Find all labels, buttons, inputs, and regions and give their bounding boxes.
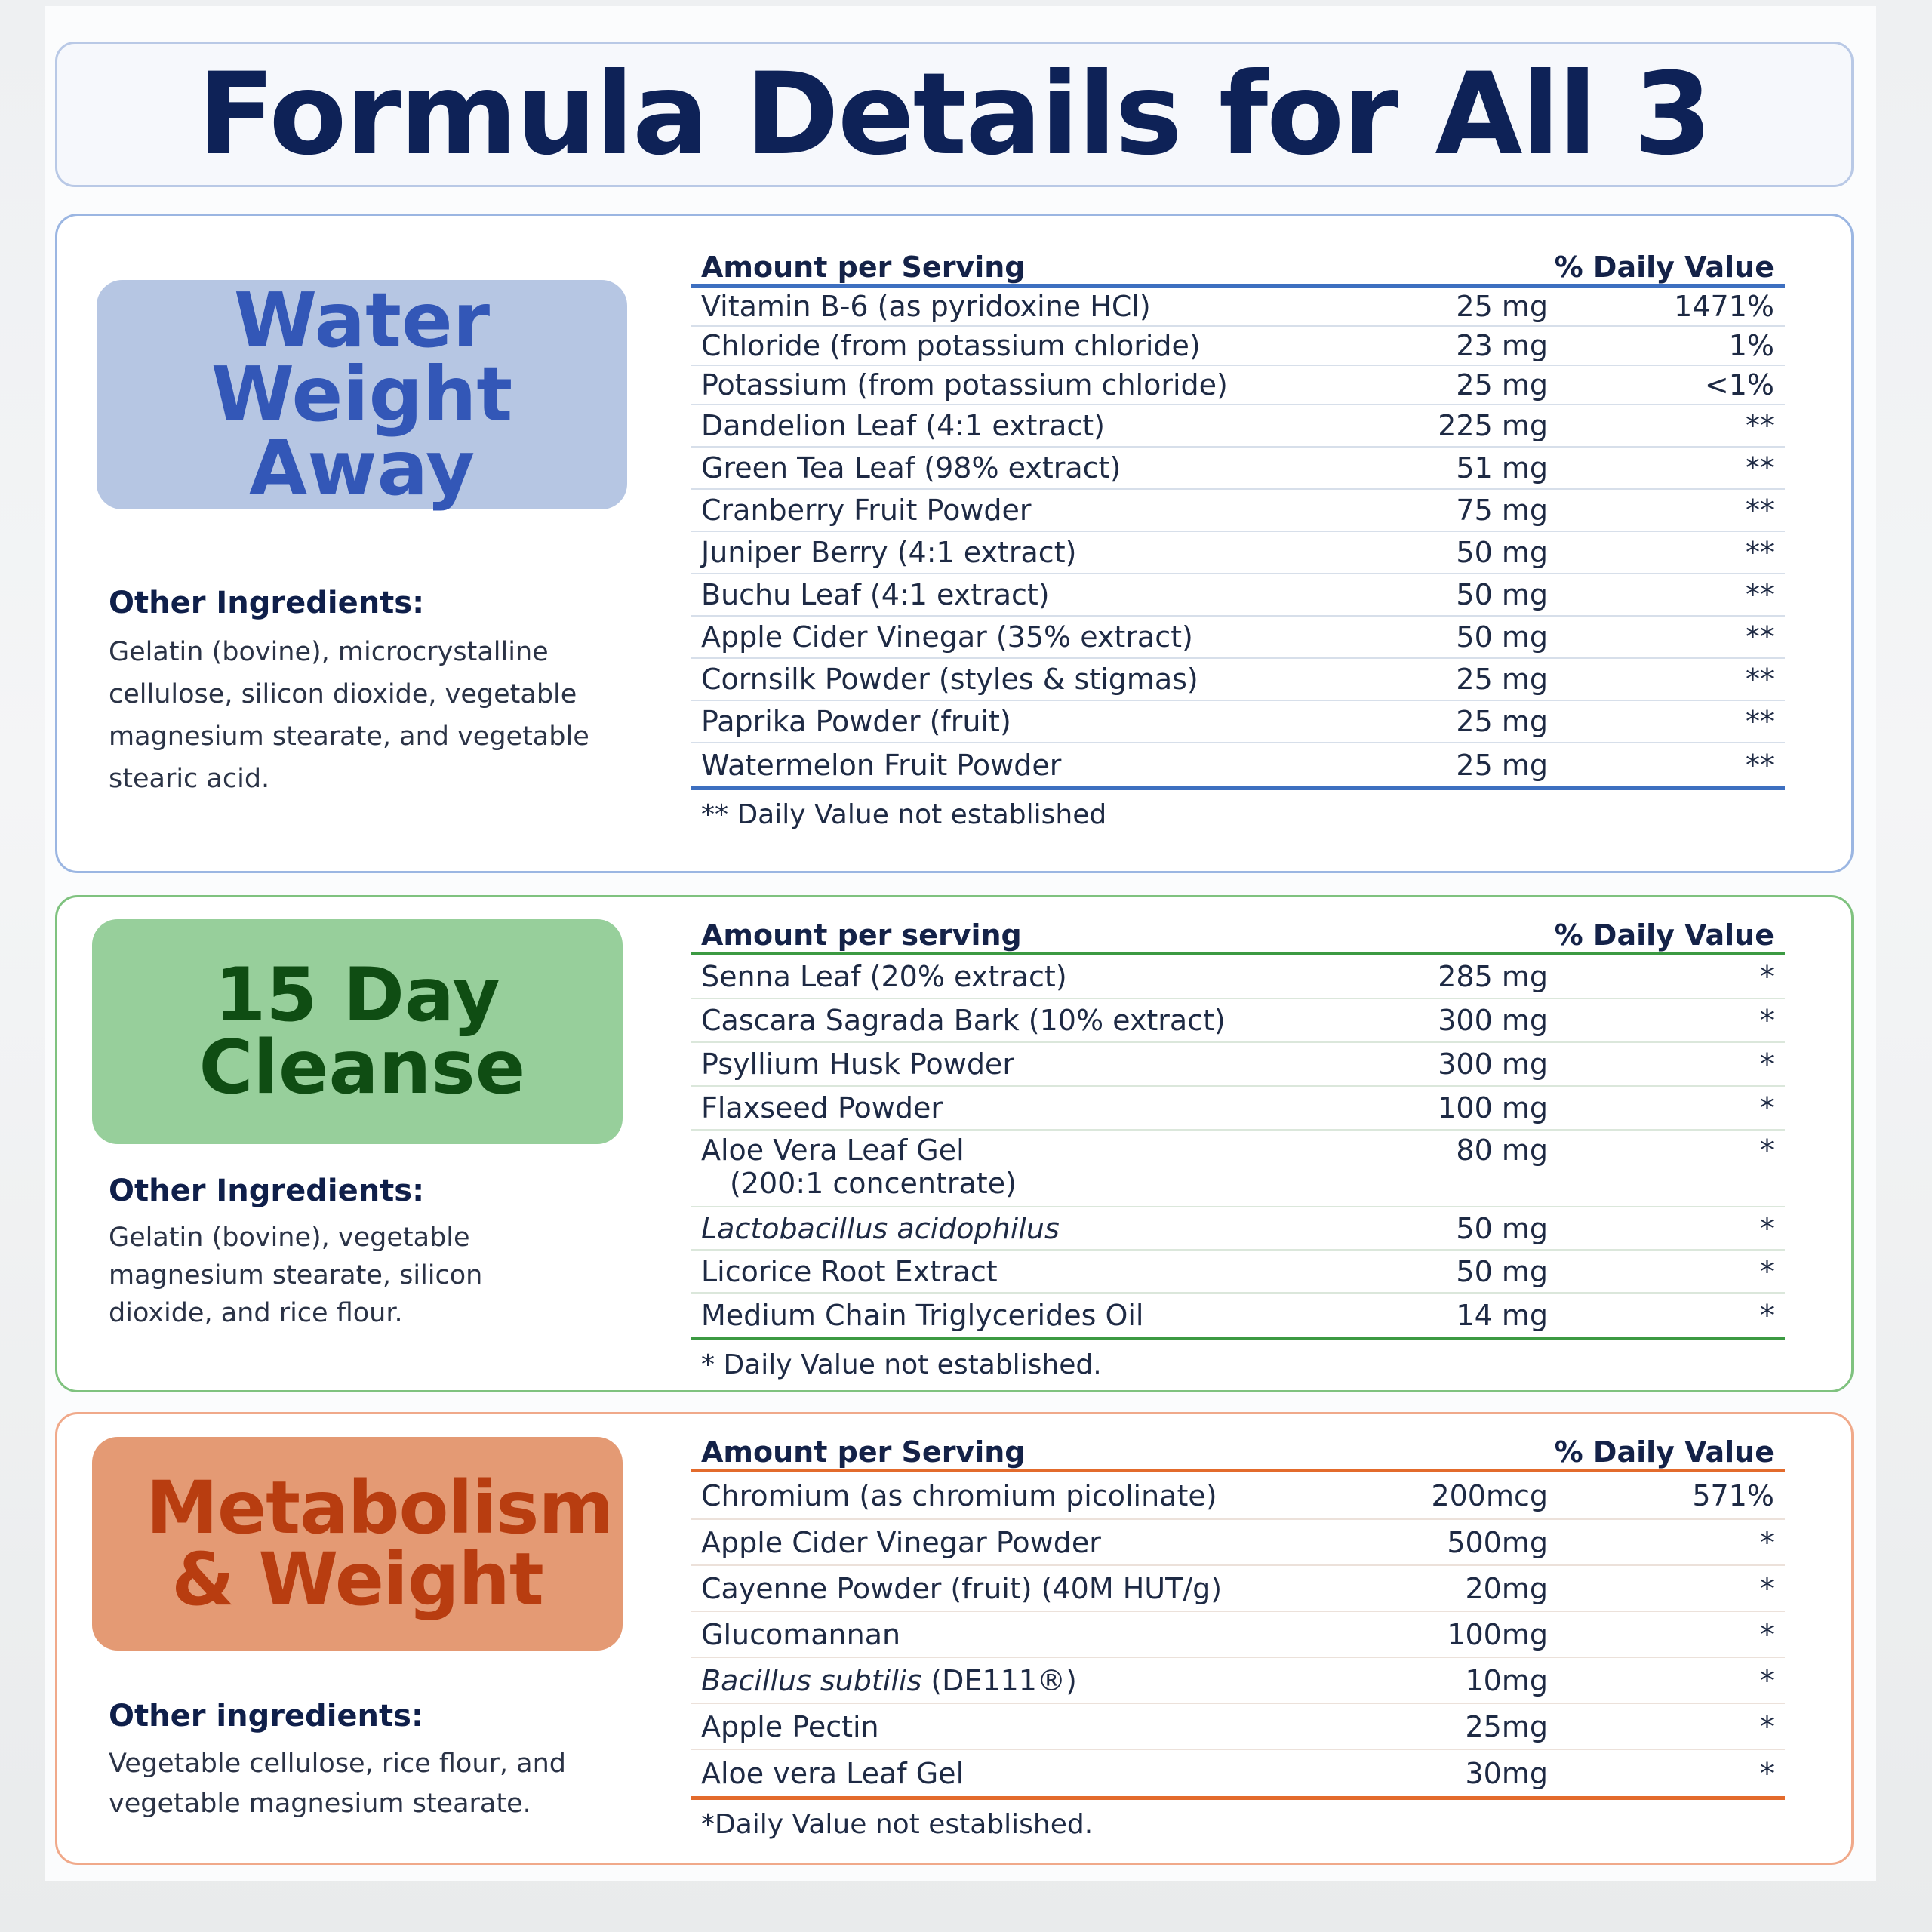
ingredient-amount: 300 mg — [1438, 1048, 1548, 1081]
ingredient-name-text: Apple Cider Vinegar Powder — [701, 1525, 1101, 1559]
ingredient-name-text: Senna Leaf (20% extract) — [701, 960, 1067, 993]
ingredient-daily-value: ** — [1746, 409, 1774, 442]
ingredient-name-text: Paprika Powder (fruit) — [701, 705, 1011, 738]
table-footnote: *Daily Value not established. — [701, 1809, 1094, 1840]
product-name: Water Weight Away — [211, 276, 513, 512]
ingredient-amount: 10mg — [1465, 1663, 1548, 1697]
ingredient-name-text: Vitamin B-6 (as pyridoxine HCl) — [701, 290, 1151, 323]
ingredient-name — [701, 620, 1382, 654]
product-name-badge — [92, 919, 623, 1144]
ingredient-daily-value: ** — [1746, 620, 1774, 654]
ingredient-name — [701, 368, 1382, 401]
table-header — [691, 245, 1785, 288]
table-footnote: ** Daily Value not established — [701, 799, 1107, 830]
ingredient-name — [701, 1134, 1382, 1200]
ingredient-daily-value: * — [1760, 1134, 1774, 1167]
ingredient-row — [691, 1472, 1785, 1520]
ingredient-name — [701, 1479, 1382, 1512]
ingredient-row — [691, 490, 1785, 532]
ingredient-daily-value: * — [1760, 1663, 1774, 1697]
ingredient-name — [701, 329, 1382, 362]
ingredient-name — [701, 960, 1382, 993]
ingredient-name — [701, 1618, 1382, 1651]
ingredient-amount: 225 mg — [1438, 409, 1548, 442]
other-ingredients — [109, 1699, 592, 1824]
ingredient-daily-value: * — [1760, 1254, 1774, 1288]
ingredient-daily-value: * — [1760, 960, 1774, 993]
ingredient-daily-value: * — [1760, 1525, 1774, 1559]
ingredient-amount: 25 mg — [1456, 663, 1548, 696]
ingredient-daily-value: * — [1760, 1617, 1774, 1651]
ingredient-daily-value: * — [1760, 1571, 1774, 1605]
product-panel-metabolism-weight — [55, 1412, 1854, 1865]
ingredient-daily-value: * — [1760, 1004, 1774, 1037]
product-name: Metabolism & Weight — [146, 1466, 614, 1622]
ingredient-rows — [691, 955, 1785, 1340]
other-ingredients — [109, 586, 592, 800]
ingredient-row — [691, 1704, 1785, 1750]
ingredient-name — [701, 1710, 1382, 1743]
ingredient-amount: 25 mg — [1456, 705, 1548, 738]
header-amount-per-serving: Amount per Serving — [701, 251, 1026, 284]
ingredient-row — [691, 659, 1785, 701]
other-ingredients-text: Gelatin (bovine), microcrystalline cellulose, silicon dioxide, vegetable magnesium stearate, and vegetable stearic acid. — [109, 637, 589, 794]
other-ingredients-heading: Other Ingredients: — [109, 586, 425, 620]
ingredient-name — [701, 1299, 1382, 1332]
ingredient-daily-value: * — [1760, 1756, 1774, 1790]
product-panel-water-weight-away — [55, 214, 1854, 873]
ingredient-name-text: Cranberry Fruit Powder — [701, 494, 1032, 527]
ingredient-row — [691, 288, 1785, 327]
ingredient-row — [691, 1520, 1785, 1566]
ingredient-row — [691, 743, 1785, 786]
table-header — [691, 912, 1785, 955]
ingredient-row — [691, 574, 1785, 617]
ingredient-name-text: Bacillus subtilis — [701, 1663, 922, 1697]
ingredient-daily-value: ** — [1746, 536, 1774, 569]
ingredient-name — [701, 1048, 1382, 1081]
ingredient-row — [691, 1087, 1785, 1131]
ingredient-name — [701, 749, 1382, 782]
ingredient-amount: 20mg — [1465, 1571, 1548, 1605]
ingredient-row — [691, 617, 1785, 659]
ingredient-daily-value: * — [1760, 1298, 1774, 1332]
ingredient-daily-value: 571% — [1692, 1478, 1774, 1512]
header-daily-value: % Daily Value — [1554, 1435, 1774, 1469]
ingredient-name-text: Flaxseed Powder — [701, 1091, 943, 1124]
ingredient-name-text: Licorice Root Extract — [701, 1254, 998, 1288]
ingredient-daily-value: ** — [1746, 663, 1774, 696]
ingredient-name — [701, 536, 1382, 569]
ingredient-name — [701, 1757, 1382, 1790]
other-ingredients-text: Gelatin (bovine), vegetable magnesium stearate, silicon dioxide, and rice flour. — [109, 1223, 483, 1328]
ingredient-daily-value: <1% — [1704, 368, 1774, 401]
ingredient-daily-value: ** — [1746, 451, 1774, 485]
ingredient-row — [691, 999, 1785, 1043]
ingredient-name — [701, 1572, 1382, 1605]
ingredient-row — [691, 1566, 1785, 1612]
ingredient-amount: 51 mg — [1456, 451, 1548, 485]
ingredient-name-text: Dandelion Leaf (4:1 extract) — [701, 409, 1105, 442]
ingredient-name — [701, 290, 1382, 323]
ingredient-name — [701, 494, 1382, 527]
ingredient-row — [691, 532, 1785, 574]
ingredient-rows — [691, 1472, 1785, 1800]
ingredient-row — [691, 1658, 1785, 1704]
ingredient-name — [701, 409, 1382, 442]
ingredient-name-text: Apple Pectin — [701, 1709, 879, 1743]
ingredient-name-text: Chloride (from potassium chloride) — [701, 329, 1201, 362]
ingredient-amount: 50 mg — [1456, 1254, 1548, 1288]
ingredient-amount: 25mg — [1465, 1709, 1548, 1743]
ingredient-name-text: Psyllium Husk Powder — [701, 1048, 1014, 1081]
other-ingredients-heading: Other Ingredients: — [109, 1174, 425, 1208]
other-ingredients — [109, 1174, 592, 1332]
ingredient-daily-value: ** — [1746, 578, 1774, 611]
ingredient-row — [691, 366, 1785, 405]
ingredient-row — [691, 327, 1785, 366]
title-banner — [55, 42, 1854, 187]
ingredient-name-text: Glucomannan — [701, 1617, 901, 1651]
ingredient-row — [691, 1131, 1785, 1208]
table-footnote: * Daily Value not established. — [701, 1349, 1102, 1380]
ingredient-row — [691, 1043, 1785, 1087]
ingredient-name-text: Aloe vera Leaf Gel — [701, 1756, 964, 1790]
supplement-facts-table — [691, 245, 1785, 830]
header-amount-per-serving: Amount per Serving — [701, 1435, 1026, 1469]
ingredient-name-text: Lactobacillus acidophilus — [701, 1211, 1060, 1245]
ingredient-amount: 75 mg — [1456, 494, 1548, 527]
supplement-facts-table — [691, 912, 1785, 1380]
product-name-badge — [97, 276, 627, 512]
ingredient-row — [691, 1251, 1785, 1294]
product-name: 15 Day Cleanse — [198, 952, 526, 1111]
header-daily-value: % Daily Value — [1554, 251, 1774, 284]
ingredient-row — [691, 448, 1785, 490]
other-ingredients-heading: Other ingredients: — [109, 1699, 423, 1734]
ingredient-name-text: Aloe Vera Leaf Gel — [701, 1134, 964, 1167]
ingredient-name — [701, 578, 1382, 611]
ingredient-amount: 285 mg — [1438, 960, 1548, 993]
ingredient-name — [701, 705, 1382, 738]
ingredient-name-text: Buchu Leaf (4:1 extract) — [701, 578, 1050, 611]
ingredient-name-text: Cascara Sagrada Bark (10% extract) — [701, 1004, 1226, 1037]
ingredient-name-text: Cayenne Powder (fruit) (40M HUT/g) — [701, 1571, 1223, 1605]
ingredient-name — [701, 1664, 1382, 1697]
ingredient-name-text: Chromium (as chromium picolinate) — [701, 1478, 1217, 1512]
ingredient-row — [691, 405, 1785, 448]
ingredient-name-text: Green Tea Leaf (98% extract) — [701, 451, 1121, 485]
ingredient-daily-value: 1% — [1728, 329, 1774, 362]
ingredient-name-suffix: (DE111®) — [921, 1663, 1077, 1697]
ingredient-row — [691, 1750, 1785, 1796]
ingredient-row — [691, 1294, 1785, 1337]
ingredient-name — [701, 1255, 1382, 1288]
ingredient-amount: 100 mg — [1438, 1091, 1548, 1124]
ingredient-amount: 500mg — [1447, 1525, 1548, 1559]
ingredient-row — [691, 701, 1785, 743]
product-name-badge — [92, 1437, 623, 1651]
ingredient-daily-value: ** — [1746, 705, 1774, 738]
other-ingredients-text: Vegetable cellulose, rice flour, and vegetable magnesium stearate. — [109, 1749, 566, 1819]
ingredient-amount: 25 mg — [1456, 290, 1548, 323]
ingredient-name-text: Juniper Berry (4:1 extract) — [701, 536, 1077, 569]
ingredient-name-text: Cornsilk Powder (styles & stigmas) — [701, 663, 1198, 696]
ingredient-amount: 50 mg — [1456, 620, 1548, 654]
ingredient-amount: 25 mg — [1456, 368, 1548, 401]
page-title: Formula Details for All 3 — [198, 48, 1711, 180]
ingredient-row — [691, 1612, 1785, 1658]
ingredient-amount: 50 mg — [1456, 578, 1548, 611]
ingredient-daily-value: ** — [1746, 494, 1774, 527]
ingredient-amount: 25 mg — [1456, 748, 1548, 782]
ingredient-amount: 23 mg — [1456, 329, 1548, 362]
ingredient-name-text: Apple Cider Vinegar (35% extract) — [701, 620, 1193, 654]
ingredient-daily-value: * — [1760, 1211, 1774, 1245]
supplement-facts-table — [691, 1429, 1785, 1840]
table-header — [691, 1429, 1785, 1472]
ingredient-name-subline: (200:1 concentrate) — [730, 1167, 1017, 1200]
ingredient-daily-value: * — [1760, 1048, 1774, 1081]
ingredient-amount: 100mg — [1447, 1617, 1548, 1651]
header-amount-per-serving: Amount per serving — [701, 918, 1022, 952]
ingredient-name-text: Watermelon Fruit Powder — [701, 748, 1062, 782]
product-panel-15-day-cleanse — [55, 895, 1854, 1392]
ingredient-name — [701, 451, 1382, 485]
ingredient-amount: 200mcg — [1431, 1478, 1548, 1512]
ingredient-row — [691, 955, 1785, 999]
ingredient-amount: 80 mg — [1456, 1134, 1548, 1167]
ingredient-amount: 300 mg — [1438, 1004, 1548, 1037]
ingredient-name — [701, 1526, 1382, 1559]
ingredient-daily-value: 1471% — [1674, 290, 1774, 323]
ingredient-daily-value: ** — [1746, 748, 1774, 782]
ingredient-name — [701, 1004, 1382, 1037]
ingredient-daily-value: * — [1760, 1091, 1774, 1124]
ingredient-name-text: Medium Chain Triglycerides Oil — [701, 1298, 1144, 1332]
ingredient-name-text: Potassium (from potassium chloride) — [701, 368, 1228, 401]
ingredient-rows — [691, 288, 1785, 790]
ingredient-amount: 50 mg — [1456, 1211, 1548, 1245]
ingredient-daily-value: * — [1760, 1709, 1774, 1743]
header-daily-value: % Daily Value — [1554, 918, 1774, 952]
ingredient-name — [701, 663, 1382, 696]
ingredient-amount: 30mg — [1465, 1756, 1548, 1790]
ingredient-name — [701, 1212, 1382, 1245]
ingredient-row — [691, 1208, 1785, 1251]
ingredient-amount: 50 mg — [1456, 536, 1548, 569]
ingredient-name — [701, 1091, 1382, 1124]
ingredient-amount: 14 mg — [1456, 1298, 1548, 1332]
